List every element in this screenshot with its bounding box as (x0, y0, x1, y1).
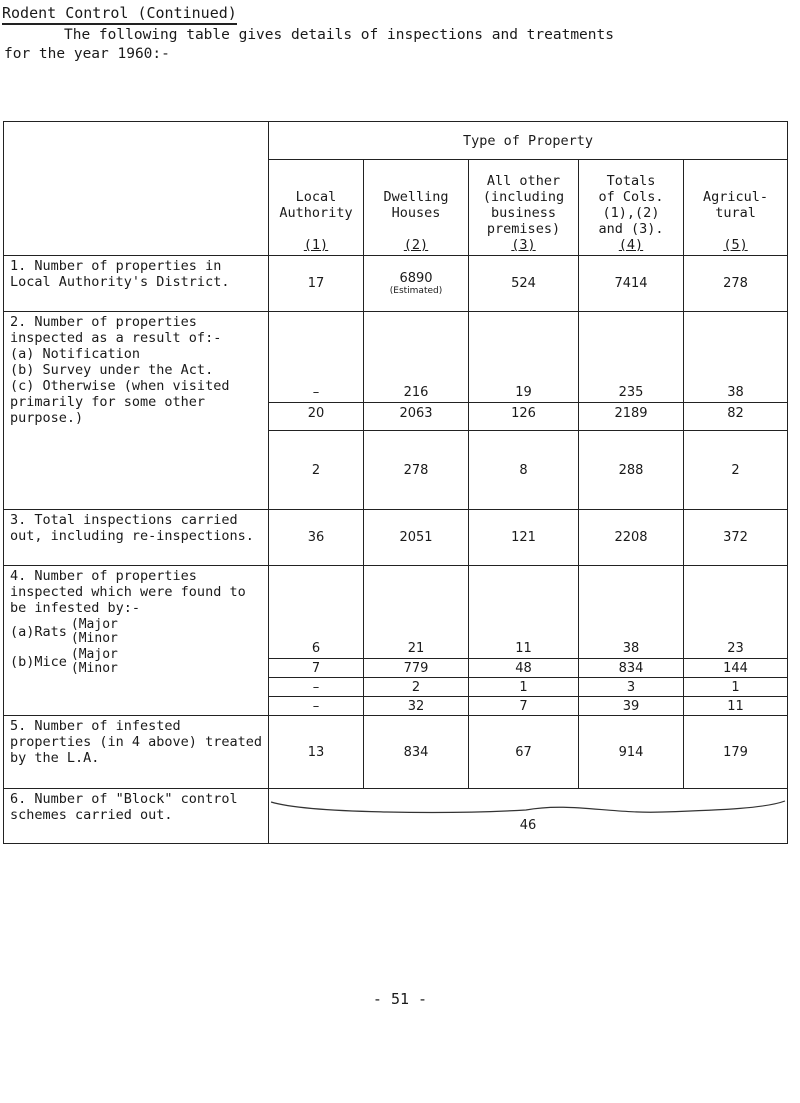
page-heading: Rodent Control (Continued) (2, 4, 237, 22)
row2a-label: (a) Notification (10, 346, 141, 362)
inspection-table (3, 121, 788, 844)
intro-line-1: The following table gives details of inspections and treatments (64, 27, 614, 43)
mice-major-col1: – (269, 678, 364, 697)
row3-label: 3. Total inspections carried out, including re-inspections. (4, 510, 269, 566)
row2c-col5: 2 (684, 431, 788, 510)
row3-col1: 36 (269, 510, 364, 566)
row2-label (4, 312, 269, 510)
row5-col5: 179 (684, 716, 788, 789)
row2b-col5: 82 (684, 403, 788, 431)
col-header-dwelling-houses: Dwelling Houses (2) (364, 160, 469, 256)
row2b-col4: 2189 (579, 403, 684, 431)
rats-label-group (10, 618, 262, 646)
row1-col5: 278 (684, 256, 788, 312)
rats-minor-col1: 7 (269, 659, 364, 678)
col-header-all-other: All other (including business premises) (3) (469, 160, 579, 256)
row3-col4: 2208 (579, 510, 684, 566)
row5-col2: 834 (364, 716, 469, 789)
rats-major-col3: 11 (469, 566, 579, 659)
rats-minor-col4: 834 (579, 659, 684, 678)
rats-minor-col5: 144 (684, 659, 788, 678)
mice-label-group (10, 648, 262, 676)
mice-minor-col3: 7 (469, 697, 579, 716)
row2c-col4: 288 (579, 431, 684, 510)
row3-col3: 121 (469, 510, 579, 566)
intro-text (4, 26, 794, 64)
rats-minor-col2: 779 (364, 659, 469, 678)
row1-col2 (364, 256, 469, 312)
row4-label (4, 566, 269, 716)
row2b-label: (b) Survey under the Act. (10, 362, 214, 378)
rats-major-col1: 6 (269, 566, 364, 659)
mice-major-col3: 1 (469, 678, 579, 697)
row2c-label: (c) Otherwise (when visited primarily for some other purpose.) (10, 378, 230, 426)
rats-brace: (Major (Minor (70, 617, 118, 646)
intro-line-2: for the year 1960:- (4, 46, 170, 62)
row2-intro: 2. Number of properties inspected as a result of:- (10, 314, 222, 346)
row2a-col4: 235 (579, 312, 684, 403)
row2a-col1: – (269, 312, 364, 403)
row1-label: 1. Number of properties in Local Authority's District. (4, 256, 269, 312)
row5-col3: 67 (469, 716, 579, 789)
row3-col5: 372 (684, 510, 788, 566)
estimated-note: (Estimated) (389, 286, 443, 296)
mice-minor-col5: 11 (684, 697, 788, 716)
row2c-col3: 8 (469, 431, 579, 510)
row2b-col3: 126 (469, 403, 579, 431)
row2a-col2: 216 (364, 312, 469, 403)
col-header-agricultural: Agricul- tural (5) (684, 160, 788, 256)
col-header-totals: Totals of Cols. (1),(2) and (3). (4) (579, 160, 684, 256)
rats-major-col2: 21 (364, 566, 469, 659)
row2c-col2: 278 (364, 431, 469, 510)
row2a-col5: 38 (684, 312, 788, 403)
row1-col4: 7414 (579, 256, 684, 312)
mice-label: (b)Mice (10, 654, 67, 670)
mice-minor-col1: – (269, 697, 364, 716)
col-header-local-authority: Local Authority (1) (269, 160, 364, 256)
group-header: Type of Property (269, 122, 788, 160)
row6-label: 6. Number of "Block" control schemes carried out. (4, 789, 269, 844)
rats-major-col4: 38 (579, 566, 684, 659)
row4-intro: 4. Number of properties inspected which were found to be infested by:- (10, 568, 246, 616)
row2a-col3: 19 (469, 312, 579, 403)
row6-value-cell (269, 789, 788, 844)
row2b-col1: 20 (269, 403, 364, 431)
corner-cell (4, 122, 269, 256)
row1-col3: 524 (469, 256, 579, 312)
mice-minor-col2: 32 (364, 697, 469, 716)
row1-col1: 17 (269, 256, 364, 312)
row6-value: 46 (519, 817, 537, 833)
brace-curve (269, 800, 787, 818)
row1-col2-value: 6890 (399, 271, 433, 286)
page-number: - 51 - (372, 990, 428, 1008)
mice-brace: (Major (Minor (70, 647, 118, 676)
rats-minor-col3: 48 (469, 659, 579, 678)
row5-label: 5. Number of infested properties (in 4 above) treated by the L.A. (4, 716, 269, 789)
row3-col2: 2051 (364, 510, 469, 566)
rats-major-col5: 23 (684, 566, 788, 659)
mice-major-col5: 1 (684, 678, 788, 697)
row5-col1: 13 (269, 716, 364, 789)
rats-label: (a)Rats (10, 624, 67, 640)
mice-major-col4: 3 (579, 678, 684, 697)
row2b-col2: 2063 (364, 403, 469, 431)
row5-col4: 914 (579, 716, 684, 789)
row2c-col1: 2 (269, 431, 364, 510)
mice-minor-col4: 39 (579, 697, 684, 716)
mice-major-col2: 2 (364, 678, 469, 697)
